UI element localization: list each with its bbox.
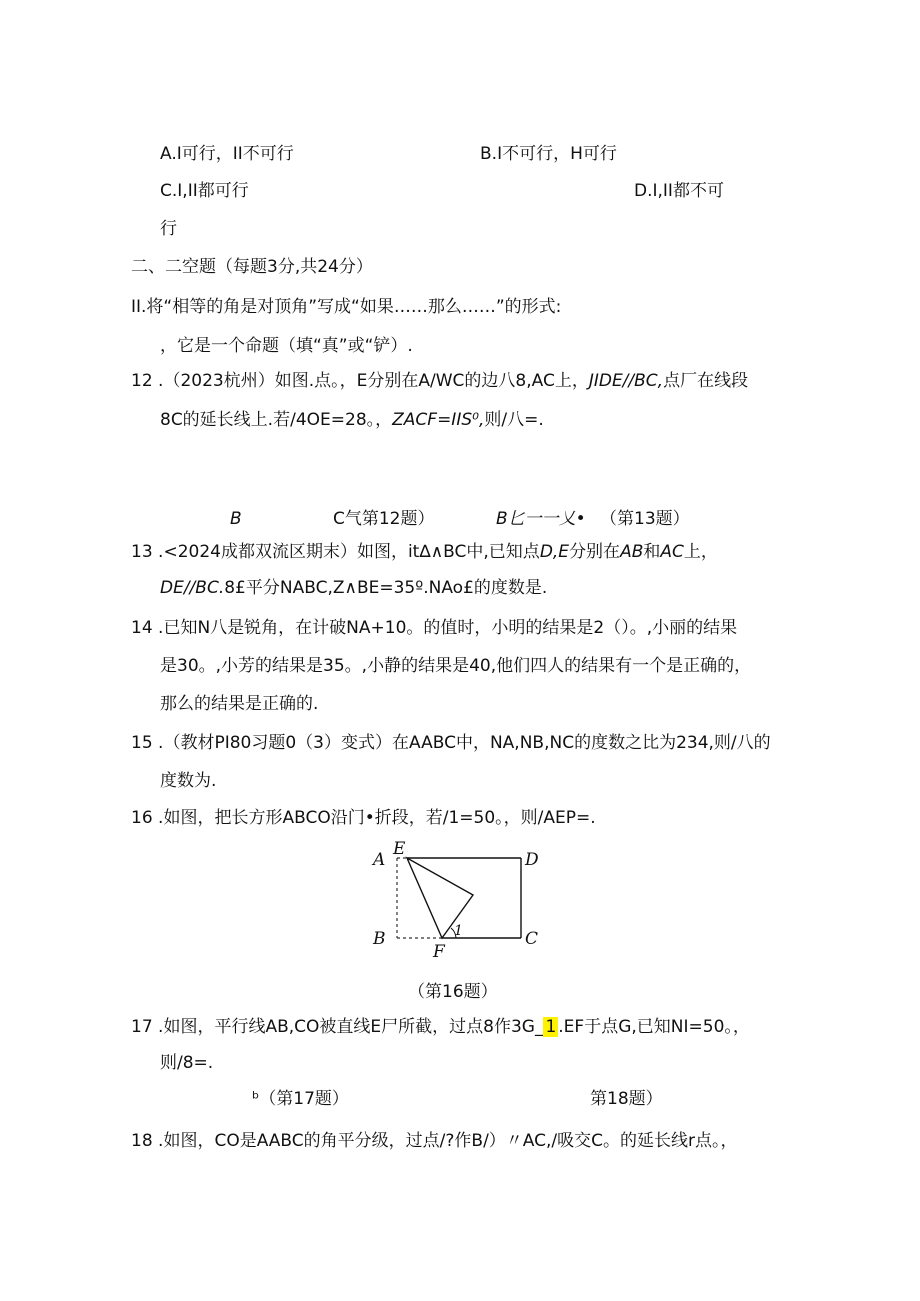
option-a: A.I可行，II不可行 (160, 144, 294, 164)
q18-line1: 18 .如图，CO是AABC的角平分级，过点/?作B/）〃AC,/吸交C。的延长线r点。， (131, 1131, 738, 1151)
q16-line1: 16 .如图，把长方形ABCO沿门•折段，若/1=50。，则/AEP=. (131, 808, 596, 828)
fig13-label: B匕一一乂• (496, 509, 586, 529)
q13-number: 13 (131, 542, 153, 562)
fig16-label-b: B (373, 929, 386, 949)
fig16-label-angle-1: 1 (454, 923, 463, 939)
q15-number: 15 (131, 733, 153, 753)
option-d-wrap: 行 (160, 219, 177, 239)
q11-line1: II.将“相等的角是对顶角”写成“如果……那么……”的形式: (131, 297, 562, 317)
option-d: D.I,II都不可 (634, 181, 724, 201)
fig16-folded-rectangle-diagram (365, 840, 555, 960)
fig12-caption: C气第12题） (333, 509, 435, 529)
section-title: 二、二空题（每题3分,共24分） (131, 257, 373, 277)
fig16-label-e: E (393, 840, 406, 859)
q11-line2: ，它是一个命题（填“真”或“铲）. (160, 336, 413, 356)
q15-line1: 15 .（教材PI80习题0（3）变式）在AABC中，NA,NB,NC的度数之比为234,则/八的 (131, 733, 771, 753)
fig17-caption: ᵇ（第17题） (252, 1089, 349, 1109)
fig16-label-f: F (433, 942, 445, 960)
q14-line1: 14 .已知N八是锐角，在计破NA+10。的值时，小明的结果是2（）。,小丽的结果 (131, 618, 738, 638)
fig16-label-a: A (373, 850, 386, 870)
q17-number: 17 (131, 1017, 153, 1037)
q14-number: 14 (131, 618, 153, 638)
option-b: B.I不可行，H可行 (480, 144, 617, 164)
fig12-label-b: B (230, 509, 242, 529)
q12-line2: 8C的延长线上.若/4OE=28。，ZACF=IIS⁰,则/八=. (160, 410, 544, 430)
q12-number: 12 (131, 371, 153, 391)
q16-number: 16 (131, 808, 153, 828)
q15-line2: 度数为. (160, 771, 217, 791)
fig16-caption: （第16题） (408, 982, 498, 1002)
fig13-caption: （第13题） (600, 509, 690, 529)
fig16-folded-flap (407, 858, 473, 938)
q18-number: 18 (131, 1131, 153, 1151)
q13-line1: 13 .<2024成都双流区期末）如图，it∆∧BC中,已知点D,E分别在AB和AC上， (131, 542, 718, 562)
q14-line2: 是30。,小芳的结果是35。,小静的结果是40,他们四人的结果有一个是正确的， (160, 656, 752, 676)
q13-line2: DE//BC.8£平分NABC,Z∧BE=35º.NAo£的度数是. (160, 578, 548, 598)
q12-line1: 12 .（2023杭州）如图.点。，E分别在A/WC的边八8,AC上，JIDE//BC,点厂在线段 (131, 371, 749, 391)
fig18-caption: 第18题） (590, 1089, 663, 1109)
q17-line2: 则/8=. (160, 1053, 214, 1073)
option-c: C.I,II都可行 (160, 181, 249, 201)
q14-line3: 那么的结果是正确的. (160, 694, 319, 714)
q17-highlight: 1 (545, 1017, 557, 1037)
fig16-label-d: D (525, 850, 539, 870)
fig16-label-c: C (525, 929, 539, 949)
q17-line1: 17 .如图，平行线AB,CO被直线E尸所截，过点8作3G_ 1 .EF于点G,已知NI=50。， (131, 1017, 750, 1037)
